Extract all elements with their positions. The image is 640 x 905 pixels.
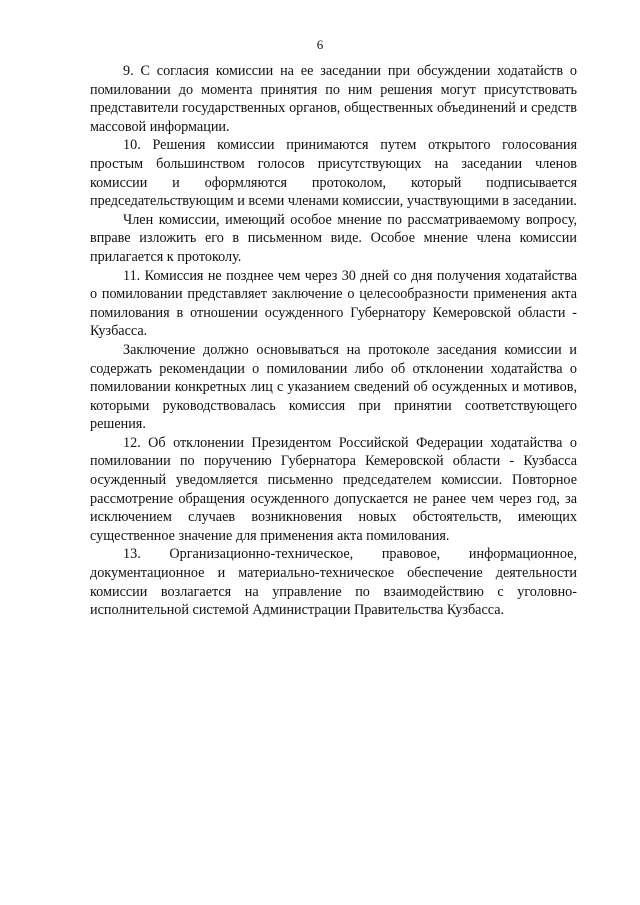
paragraph-dissenting-opinion: Член комиссии, имеющий особое мнение по рассматриваемому вопросу, вправе изложить его в письменном виде. Особое мнение члена комиссии прилагается к протоколу. <box>90 211 577 265</box>
paragraph-item-13: 13. Организационно-техническое, правовое, информационное, документационное и материально-техническое обеспечение деятельности комиссии возлагается на управление по взаимодействию с уголовно-исполнительной системой Администрации Правительства Кузбасса. <box>90 546 577 619</box>
document-body <box>90 62 577 620</box>
paragraph-item-12: 12. Об отклонении Президентом Российской Федерации ходатайства о помиловании по поручению Губернатора Кемеровской области - Кузбасса осужденный уведомляется письменно председателем комиссии. Повторное рассмотрение обращения осужденного допускается не ранее чем через год, за исключением случаев возникновения новых обстоятельств, имеющих существенное значение для применения акта помилования. <box>90 434 577 544</box>
paragraph-item-10: 10. Решения комиссии принимаются путем открытого голосования простым большинством голосов присутствующих на заседании членов комиссии и оформляются протоколом, который подписывается председательствующим и всеми членами комиссии, участвующими в заседании. <box>90 137 577 210</box>
page-number: 6 <box>316 37 324 52</box>
paragraph-item-11: 11. Комиссия не позднее чем через 30 дней со дня получения ходатайства о помиловании представляет заключение о целесообразности применения акта помилования в отношении осужденного Губернатору Кемеровской области - Кузбасса. <box>90 267 577 340</box>
paragraph-item-9: 9. С согласия комиссии на ее заседании при обсуждении ходатайств о помиловании до момента принятия по ним решения могут присутствовать представители государственных органов, общественных объединений и средств массовой информации. <box>90 63 577 135</box>
paragraph-conclusion: Заключение должно основываться на протоколе заседания комиссии и содержать рекомендации о помиловании либо об отклонении ходатайства о помиловании конкретных лиц с указанием сведений об осужденных и мотивов, которыми руководствовалась комиссия при принятии соответствующего решения. <box>90 341 577 433</box>
